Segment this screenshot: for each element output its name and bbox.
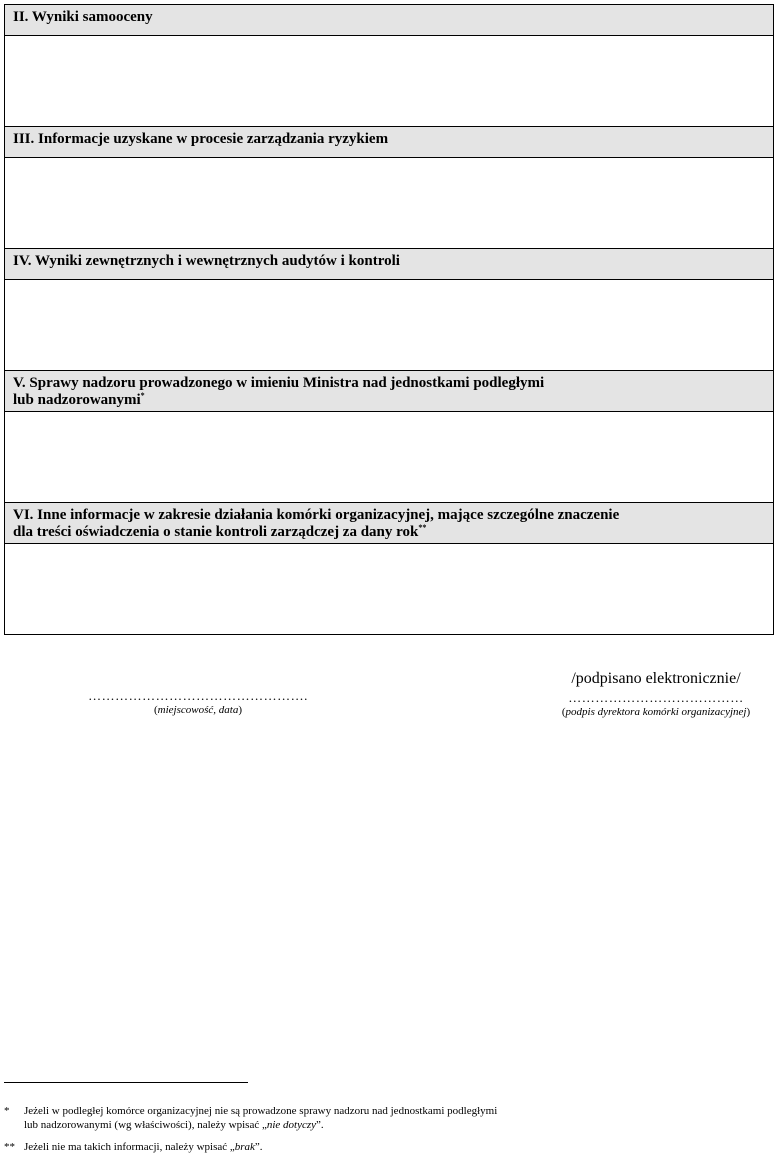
section-title: II. Wyniki samooceny [13, 9, 153, 25]
report-form-table [4, 4, 774, 635]
signature-area [0, 664, 778, 734]
section-body-field[interactable] [5, 544, 773, 634]
signed-electronically-note: /podpisano elektronicznie/ [571, 670, 741, 687]
section-header [5, 371, 773, 412]
footnote-text: Jeżeli nie ma takich informacji, należy wpisać „brak”. [24, 1141, 263, 1153]
place-date-block [58, 688, 338, 717]
section-body-field[interactable] [5, 412, 773, 503]
section-body-field[interactable] [5, 158, 773, 249]
footnote-text-line2: lub nadzorowanymi (wg właściwości), należy wpisać „nie dotyczy”. [24, 1119, 324, 1131]
section-header [5, 249, 773, 280]
section-supervision [5, 371, 773, 503]
director-signature-block [536, 670, 776, 719]
place-date-caption: (miejscowość, data) [153, 704, 242, 716]
footnote-ref: ** [418, 523, 427, 532]
section-title: IV. Wyniki zewnętrznych i wewnętrznych audytów i kontroli [13, 253, 400, 269]
section-title-line1: VI. Inne informacje w zakresie działania komórki organizacyjnej, mające szczególne znaczenie [13, 507, 620, 523]
footnote-supervision [4, 1104, 704, 1132]
section-title-line2: dla treści oświadczenia o stanie kontroli zarządczej za dany rok [13, 524, 419, 540]
footnote-separator [4, 1082, 248, 1083]
section-audits [5, 249, 773, 371]
section-self-assessment [5, 5, 773, 127]
section-title-line1: V. Sprawy nadzoru prowadzonego w imieniu Ministra nad jednostkami podległymi [13, 375, 545, 391]
footnotes [4, 1104, 704, 1162]
section-title-line2: lub nadzorowanymi [13, 392, 141, 408]
footnote-text-line1: Jeżeli w podległej komórce organizacyjnej nie są prowadzone sprawy nadzoru nad jednostkami podległymi [24, 1105, 498, 1117]
section-header [5, 503, 773, 544]
footnote-ref: * [140, 391, 145, 400]
section-body-field[interactable] [5, 36, 773, 127]
section-other-information [5, 503, 773, 634]
signature-dots: ………………………………… [568, 690, 744, 705]
signature-caption: (podpis dyrektora komórki organizacyjnej) [561, 706, 751, 718]
footnote-mark: * [4, 1105, 10, 1117]
section-body-field[interactable] [5, 280, 773, 371]
section-header [5, 127, 773, 158]
place-date-dots: …………………………………………. [88, 688, 308, 703]
footnote-other-info [4, 1140, 704, 1154]
section-title: III. Informacje uzyskane w procesie zarządzania ryzykiem [13, 131, 389, 147]
section-risk-management [5, 127, 773, 249]
section-header [5, 5, 773, 36]
footnote-mark: ** [4, 1141, 15, 1153]
